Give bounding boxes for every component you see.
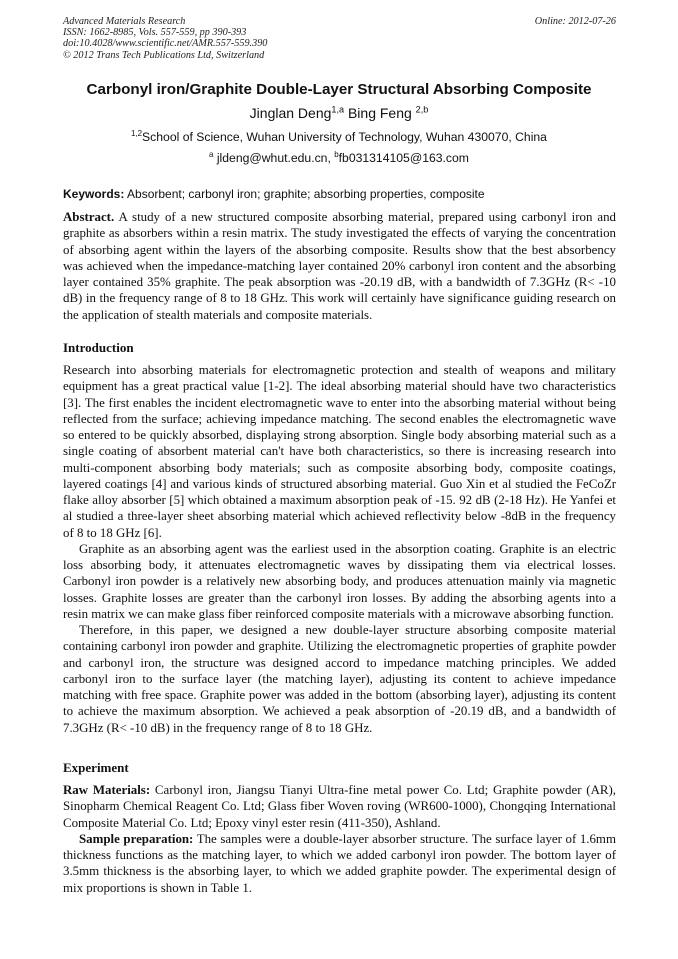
copyright-line: © 2012 Trans Tech Publications Ltd, Switzerland [63, 49, 265, 61]
author-line [0, 104, 678, 122]
author-2-superscript: 2,b [415, 104, 429, 115]
keywords [63, 187, 616, 202]
email-b-superscript: b [334, 149, 339, 159]
journal-name: Advanced Materials Research [63, 16, 186, 27]
intro-paragraph-2: Graphite as an absorbing agent was the earliest used in the absorption coating. Graphite is an electric loss absorbing body, it attenuates electromagnetic waves by dissipating them via electrical losses. Carbonyl iron powder is a relatively new absorbing body, and produces attenuation mainly via magnetic losses. Graphite losses are greater than the carbonyl iron losses. By adding the absorbing agents into a resin matrix we can make glass fiber reinforced composite materials with a microwave absorbing function. [63, 541, 616, 621]
journal-header [63, 16, 616, 61]
doi-line: doi:10.4028/www.scientific.net/AMR.557-559.390 [63, 38, 268, 50]
author-1-superscript: 1,a [331, 104, 345, 115]
experiment-body [63, 782, 616, 896]
email-a-superscript: a [209, 149, 214, 159]
intro-paragraph-1: Research into absorbing materials for electromagnetic protection and stealth of weapons and military equipment has a great practical value [1-2]. The ideal absorbing material should have two characteristics [3]. The first enables the incident electromagnetic wave to enter into the absorbing material without being reflected from the surface; achieving impedance matching. The second enables the electromagnetic wave so entered to be quickly absorbed, displaying strong absorption. Single body absorbing material such as a single coating of absorbent material can't have both characteristics, so there is increasing research into multi-component absorbing body materials; such as composite absorbing body, composite coatings, layered coatings [4] and various kinds of structured absorbing material. Guo Xin et al studied the FeCoZr flake alloy absorber [5] which obtained a maximum absorption peak of -15. 92 dB (2-18 Hz). He Yanfei et al studied a three-layer sheet absorbing material which achieved reflectivity below -8dB in the frequency of 8 to 18 GHz [6]. [63, 363, 616, 540]
raw-materials-text: Carbonyl iron, Jiangsu Tianyi Ultra-fine metal power Co. Ltd; Graphite powder (AR), Sinopharm Chemical Reagent Co. Ltd; Glass fiber Woven roving (WR600-1000), Chongqing International Composite Material Co. Ltd; Epoxy vinyl ester resin (411-350), Ashland. [63, 783, 617, 830]
sample-preparation-text: The samples were a double-layer absorber structure. The surface layer of 1.6mm thickness functions as the matching layer, to which we added carbonyl iron powder. The bottom layer of 3.5mm thickness is the absorbing layer, to which we added graphite powder. The experimental design of mix proportions is shown in Table 1. [63, 831, 616, 895]
email-line [0, 151, 678, 166]
abstract-text: A study of a new structured composite absorbing material, prepared using carbonyl iron and graphite as absorbers within a resin matrix. The study investigated the effects of varying the concentration of absorbing agent within the layers of the absorbing composite. Results show that the best absorbency was achieved when the impedance-matching layer contained 20% carbonyl iron content and the absorbing layer contained 35% graphite. The peak absorption was -20.19 dB, with a bandwidth of 7.3GHz (R< -10 dB) in the frequency range of 8 to 18 GHz. This work will certainly have significance guiding research on the application of stealth materials and composite materials. [63, 210, 616, 322]
introduction-heading: Introduction [63, 340, 134, 355]
email-a: jldeng@whut.edu.cn, [216, 151, 331, 165]
raw-materials-label: Raw Materials: [63, 783, 151, 797]
keywords-label: Keywords: [63, 187, 125, 201]
affiliation [0, 130, 678, 145]
author-1: Jinglan Deng [249, 105, 332, 121]
keywords-text: Absorbent; carbonyl iron; graphite; absorbing properties, composite [127, 187, 485, 201]
issn-line: ISSN: 1662-8985, Vols. 557-559, pp 390-393 [63, 27, 247, 39]
affiliation-text: School of Science, Wuhan University of Technology, Wuhan 430070, China [142, 130, 547, 144]
paper-title: Carbonyl iron/Graphite Double-Layer Structural Absorbing Composite [86, 81, 592, 98]
author-2: Bing Feng [347, 105, 412, 121]
online-date: Online: 2012-07-26 [534, 16, 616, 27]
intro-paragraph-3: Therefore, in this paper, we designed a new double-layer structure absorbing composite material containing carbonyl iron powder and graphite. Utilizing the electromagnetic properties of graphite powder and carbonyl iron, the structure was designed accord to impedance matching principles. We added carbonyl iron to the surface layer (the matching layer), adjusting its content to achieve impedance matching with free space. Graphite power was added in the bottom (absorbing layer), adjusting its content to achieve the maximum absorption. We achieved a peak absorption of -20.19 dB, and a bandwidth of 7.3GHz (R< -10 dB) in the frequency range of 8 to 18 GHz. [63, 623, 616, 735]
abstract [63, 209, 616, 323]
sample-preparation-label: Sample preparation: [79, 831, 194, 846]
experiment-heading: Experiment [63, 760, 129, 775]
introduction-body [63, 362, 616, 736]
affiliation-superscript: 1,2 [131, 128, 143, 138]
email-b: fb031314105@163.com [338, 151, 469, 165]
abstract-label: Abstract. [63, 210, 115, 224]
